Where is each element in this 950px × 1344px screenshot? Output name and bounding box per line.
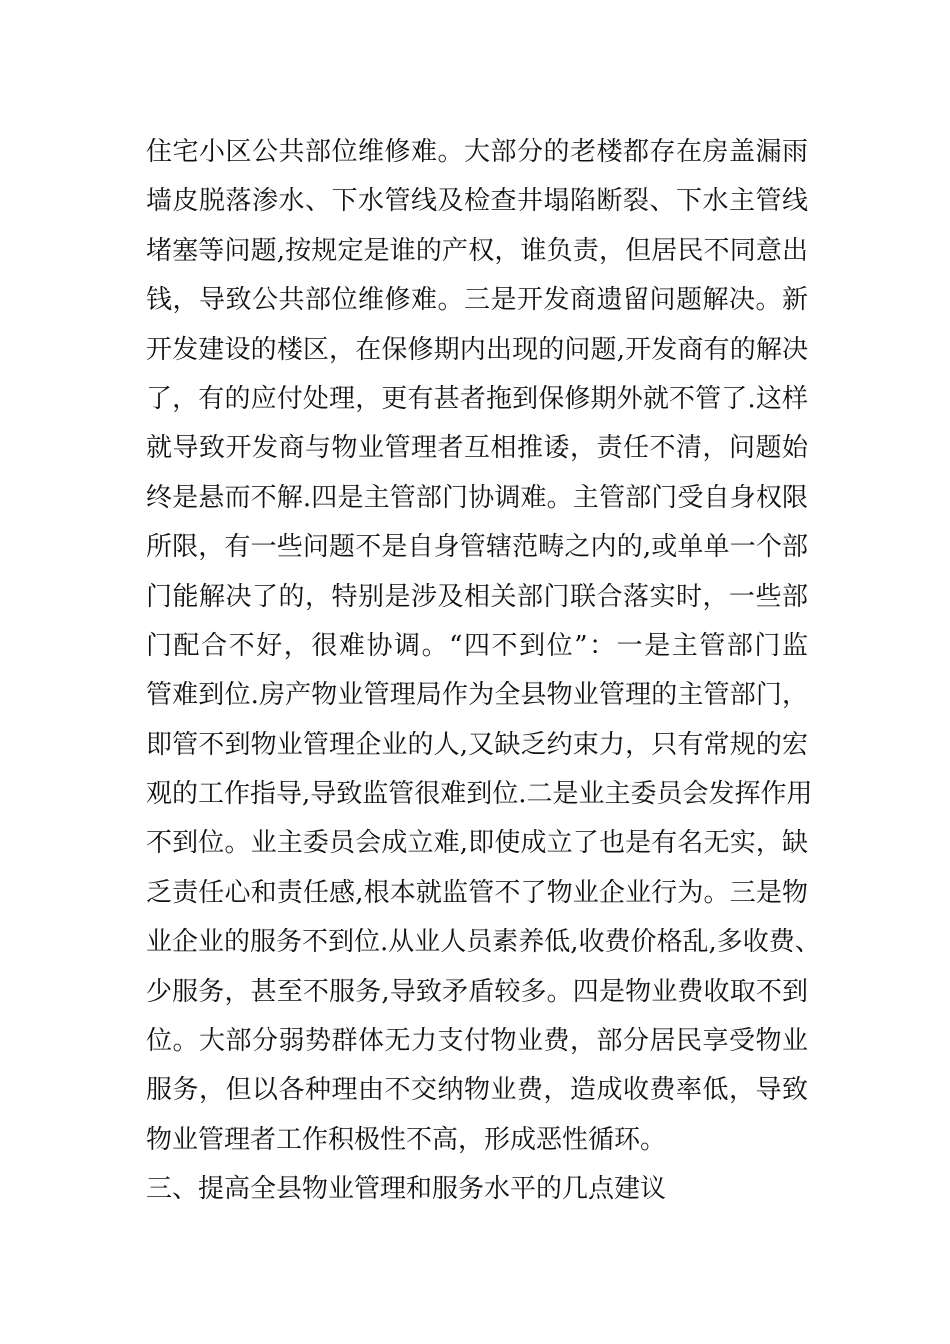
paragraph-line: 墙皮脱落渗水、下水管线及检查井塌陷断裂、下水主管线 (146, 186, 808, 217)
document-body (146, 128, 821, 1215)
paragraph-line: 钱，导致公共部位维修难。三是开发商遗留问题解决。新 (146, 285, 808, 316)
paragraph-line: 管难到位.房产物业管理局作为全县物业管理的主管部门， (146, 680, 808, 711)
paragraph-line: 门能解决了的，特别是涉及相关部门联合落实时，一些部 (146, 581, 808, 612)
paragraph-line: 即管不到物业管理企业的人,又缺乏约束力，只有常规的宏 (146, 729, 808, 760)
paragraph-line: 堵塞等问题,按规定是谁的产权，谁负责，但居民不同意出 (146, 235, 808, 266)
paragraph-line: 位。大部分弱势群体无力支付物业费，部分居民享受物业 (146, 1026, 808, 1057)
paragraph-line: 住宅小区公共部位维修难。大部分的老楼都存在房盖漏雨 (146, 137, 808, 167)
paragraph-line: 业企业的服务不到位.从业人员素养低,收费价格乱,多收费、 (146, 927, 821, 958)
paragraph-line: 乏责任心和责任感,根本就监管不了物业企业行为。三是物 (146, 877, 808, 908)
paragraph-line: 所限，有一些问题不是自身管辖范畴之内的,或单单一个部 (146, 532, 808, 563)
paragraph-line: 终是悬而不解.四是主管部门协调难。主管部门受自身权限 (146, 482, 808, 513)
paragraph-line: 服务，但以各种理由不交纳物业费，造成收费率低，导致 (146, 1075, 808, 1106)
section-heading: 三、提高全县物业管理和服务水平的几点建议 (146, 1174, 667, 1205)
paragraph-line: 了，有的应付处理，更有甚者拖到保修期外就不管了.这样 (146, 383, 808, 414)
paragraph-line: 开发建设的楼区，在保修期内出现的问题,开发商有的解决 (146, 334, 808, 365)
paragraph-line: 物业管理者工作积极性不高，形成恶性循环。 (146, 1124, 667, 1155)
paragraph (146, 128, 821, 1165)
paragraph-line: 少服务，甚至不服务,导致矛盾较多。四是物业费收取不到 (146, 976, 808, 1007)
paragraph-line: 不到位。业主委员会成立难,即使成立了也是有名无实，缺 (146, 828, 808, 859)
paragraph-line: 就导致开发商与物业管理者互相推诿，责任不清，问题始 (146, 433, 808, 464)
paragraph-line: 门配合不好，很难协调。“四不到位”：一是主管部门监 (146, 630, 808, 661)
paragraph-line: 观的工作指导,导致监管很难到位.二是业主委员会发挥作用 (146, 779, 813, 810)
